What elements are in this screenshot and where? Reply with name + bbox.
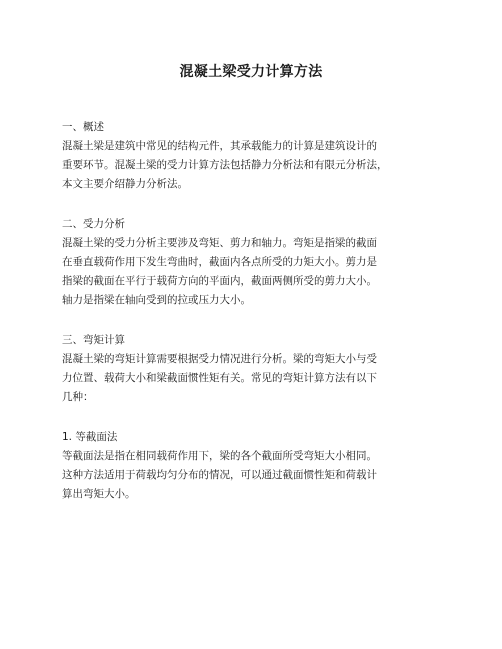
section-overview	[62, 118, 472, 194]
paragraph-line: 算出弯矩大小。	[62, 488, 136, 500]
section-heading: 一、概述	[62, 121, 104, 133]
section-heading: 1. 等截面法	[62, 431, 118, 443]
section-heading: 三、弯矩计算	[62, 334, 125, 346]
document-body	[62, 118, 472, 525]
paragraph-line: 混凝土梁是建筑中常见的结构元件，其承载能力的计算是建筑设计的	[62, 140, 377, 152]
section-equal-section-method	[62, 428, 472, 504]
section-moment-calculation	[62, 331, 472, 407]
paragraph-line: 在垂直载荷作用下发生弯曲时，截面内各点所受的力矩大小。剪力是	[62, 256, 377, 268]
page-title: 混凝土梁受力计算方法	[179, 64, 323, 80]
paragraph-line: 本文主要介绍静力分析法。	[62, 178, 188, 190]
paragraph-line: 力位置、载荷大小和梁截面惯性矩有关。常见的弯矩计算方法有以下	[62, 372, 377, 384]
paragraph-line: 这种方法适用于荷载均匀分布的情况，可以通过截面惯性矩和荷载计	[62, 469, 377, 481]
paragraph-line: 混凝土梁的弯矩计算需要根据受力情况进行分析。梁的弯矩大小与受	[62, 353, 377, 365]
paragraph-line: 轴力是指梁在轴向受到的拉或压力大小。	[62, 294, 251, 306]
paragraph-line: 重要环节。混凝土梁的受力计算方法包括静力分析法和有限元分析法，	[62, 159, 388, 171]
paragraph-line: 几种：	[62, 391, 94, 403]
paragraph-line: 指梁的截面在平行于载荷方向的平面内，截面两侧所受的剪力大小。	[62, 275, 377, 287]
section-heading: 二、受力分析	[62, 218, 125, 230]
paragraph-line: 混凝土梁的受力分析主要涉及弯矩、剪力和轴力。弯矩是指梁的截面	[62, 237, 377, 249]
section-force-analysis	[62, 215, 472, 310]
paragraph-line: 等截面法是指在相同载荷作用下，梁的各个截面所受弯矩大小相同。	[62, 450, 377, 462]
